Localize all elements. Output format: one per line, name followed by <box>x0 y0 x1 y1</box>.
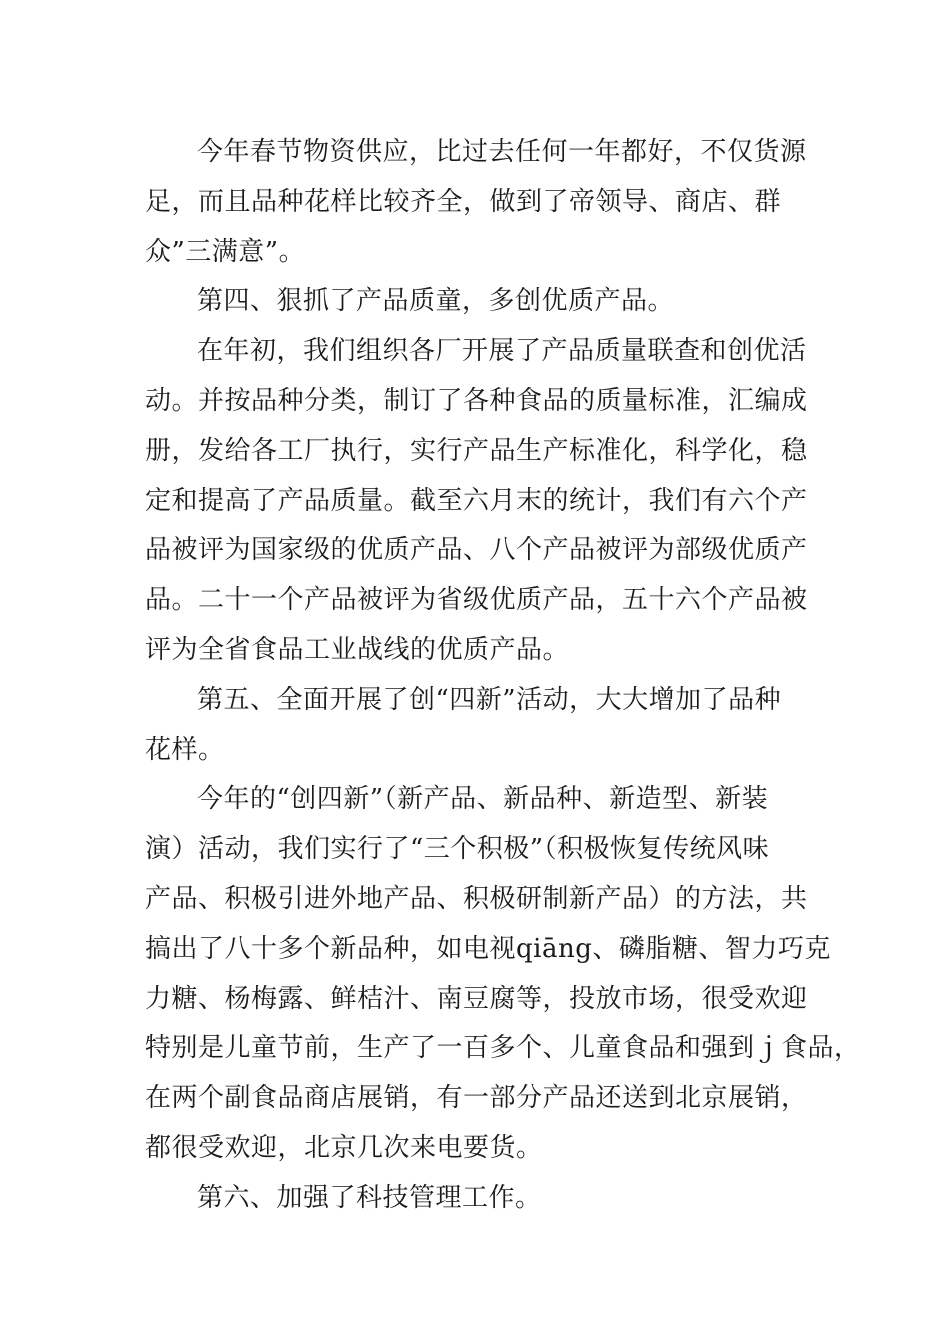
text-line: 动。并按品种分类，制订了各种食品的质量标准，汇编成 <box>145 385 808 416</box>
text-line: 第六、加强了科技管理工作。 <box>197 1182 542 1213</box>
text-line: 定和提高了产品质量。截至六月末的统计，我们有六个产 <box>145 485 808 516</box>
text-line: 第四、狠抓了产品质童，多创优质产品。 <box>197 286 675 317</box>
text-line: 搞出了八十多个新品种，如电视qiāng、磷脂糖、智力巧克 <box>145 933 831 964</box>
text-line: 册，发给各工厂执行，实行产品生产标准化，科学化，稳 <box>145 435 808 466</box>
text-line: 在两个副食品商店展销，有一部分产品还送到北京展销， <box>145 1083 808 1114</box>
document-body <box>145 128 861 1224</box>
text-line: 产品、积极引进外地产品、积极研制新产品）的方法，共 <box>145 883 808 914</box>
text-line: 品被评为国家级的优质产品、八个产品被评为部级优质产 <box>145 535 808 566</box>
text-line: 今年春节物资供应，比过去任何一年都好，不仅货源 <box>197 137 807 167</box>
text-line: 花样。 <box>145 734 225 765</box>
text-line: 众”三满意”。 <box>145 236 306 267</box>
text-line: 特别是儿童节前，生产了一百多个、儿童食品和强到ｊ食品， <box>145 1033 861 1064</box>
text-line: 第五、全面开展了创“四新”活动，大大增加了品种 <box>197 684 782 715</box>
text-line: 在年初，我们组织各厂开展了产品质量联查和创优活 <box>197 336 807 367</box>
text-line: 品。二十一个产品被评为省级优质产品，五十六个产品被 <box>145 585 808 616</box>
text-line: 足，而且品种花样比较齐全，做到了帝领导、商店、群 <box>145 186 782 217</box>
text-line: 力糖、杨梅露、鲜桔汁、南豆腐等，投放市场，很受欢迎 <box>145 983 808 1014</box>
text-line: 演）活动，我们实行了“三个积极”（积极恢复传统风味 <box>145 834 770 865</box>
text-line: 都很受欢迎，北京几次来电要货。 <box>145 1132 543 1163</box>
text-line: 评为全省食品工业战线的优质产品。 <box>145 634 570 665</box>
text-line: 今年的“创四新”（新产品、新品种、新造型、新装 <box>197 784 769 815</box>
